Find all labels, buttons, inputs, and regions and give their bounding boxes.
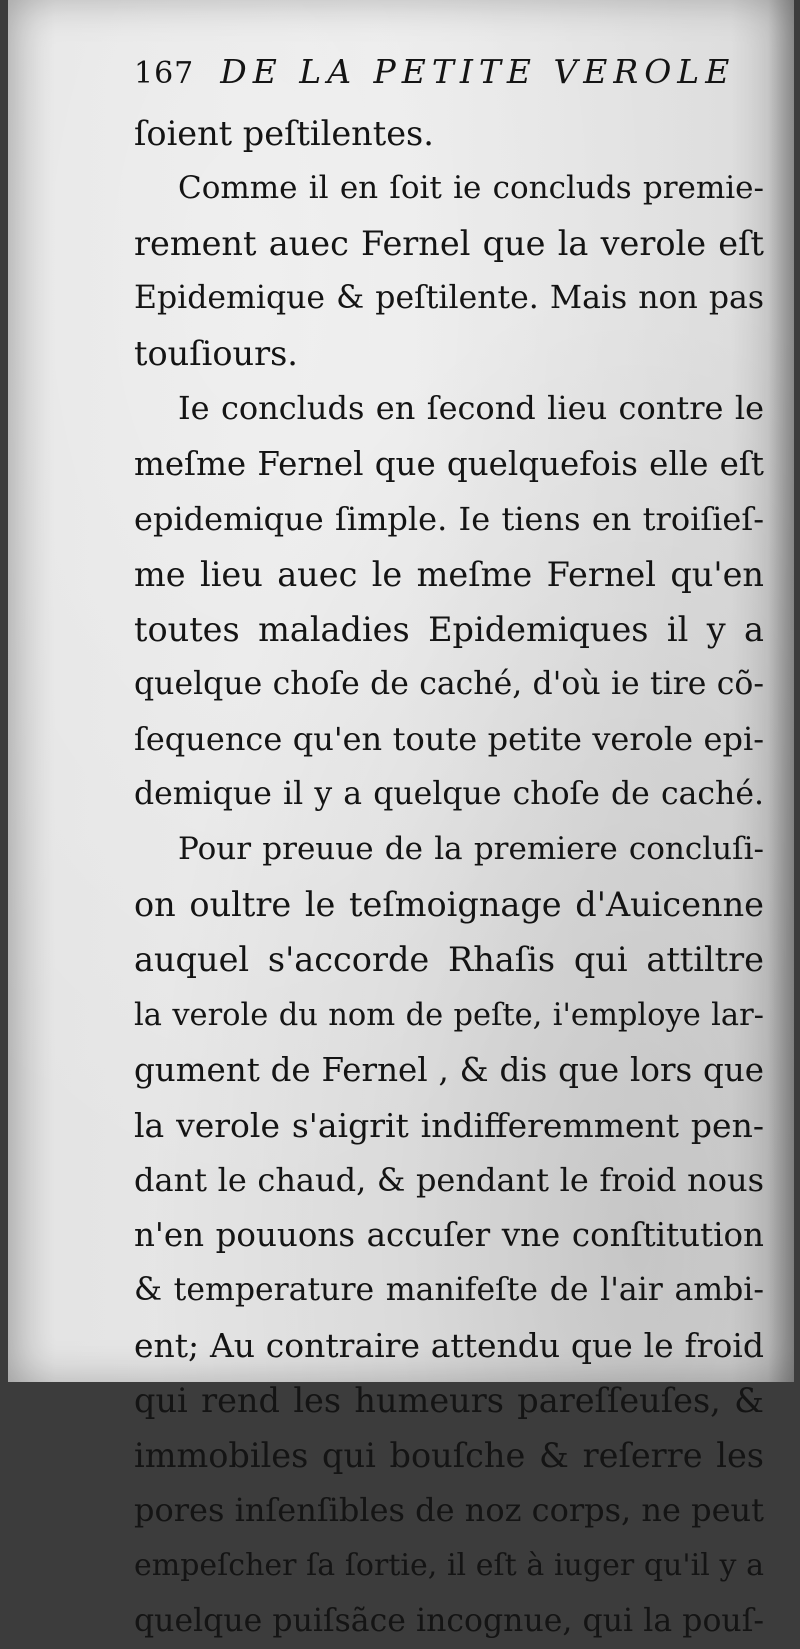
text-line: rement auec Fernel que la verole eſt — [134, 224, 764, 264]
body-text — [134, 106, 764, 1649]
text-line: me lieu auec le meſme Fernel qu'en — [134, 554, 764, 594]
text-line: ent; Au contraire attendu que le froid — [134, 1326, 764, 1366]
text-line: on oultre le teſmoignage d'Auicenne — [134, 885, 764, 925]
text-line: qui rend les humeurs pareſſeuſes, & — [134, 1381, 764, 1421]
text-block — [134, 52, 764, 1649]
text-line: toutes maladies Epidemiques il y a — [134, 609, 764, 649]
text-line: touſiours. — [134, 334, 298, 374]
text-line: quelque puiſsãce incognue, qui la pouſ- — [134, 1602, 764, 1639]
text-line: ſoient peſtilentes. — [134, 114, 434, 153]
text-line: quelque choſe de caché, d'où ie tire cõ- — [134, 665, 764, 702]
text-line: Ie concluds en ſecond lieu contre le — [178, 389, 764, 428]
page-number: 167 — [134, 56, 195, 91]
text-line: la verole du nom de peſte, i'employe lar- — [134, 997, 764, 1033]
text-line: gument de Fernel , & dis que lors que — [134, 1050, 764, 1089]
text-line: ſequence qu'en toute petite verole epi- — [134, 720, 764, 759]
text-line: Comme il en ſoit ie concluds premie- — [178, 170, 764, 207]
text-line: dant le chaud, & pendant le froid nous — [134, 1160, 764, 1199]
text-line: empeſcher ſa ſortie, il eſt à iuger qu'il y a — [134, 1548, 764, 1584]
text-line: immobiles qui bouſche & reſerre les — [134, 1436, 764, 1476]
text-line: & temperature manifeſte de l'air ambi- — [134, 1271, 764, 1308]
book-page — [8, 0, 794, 1639]
text-line: meſme Fernel que quelquefois elle eſt — [134, 444, 764, 483]
page-gutter-shadow — [768, 0, 794, 1382]
running-title: DE LA PETITE VEROLE — [220, 52, 736, 91]
page-header — [134, 52, 764, 106]
text-line: pores inſenſibles de noz corps, ne peut — [134, 1491, 764, 1530]
text-line: n'en pouuons accuſer vne conſtitution — [134, 1215, 764, 1254]
text-line: epidemique ſimple. Ie tiens en troiſieſ- — [134, 499, 764, 538]
text-line: la verole s'aigrit indifferemment pen- — [134, 1105, 764, 1145]
text-line: auquel s'accorde Rhaſis qui attiltre — [134, 940, 764, 980]
text-line: demique il y a quelque choſe de caché. — [134, 776, 764, 813]
text-line: Pour preuue de la premiere concluſi- — [178, 831, 764, 868]
text-line: Epidemique & peſtilente. Mais non pas — [134, 280, 764, 317]
